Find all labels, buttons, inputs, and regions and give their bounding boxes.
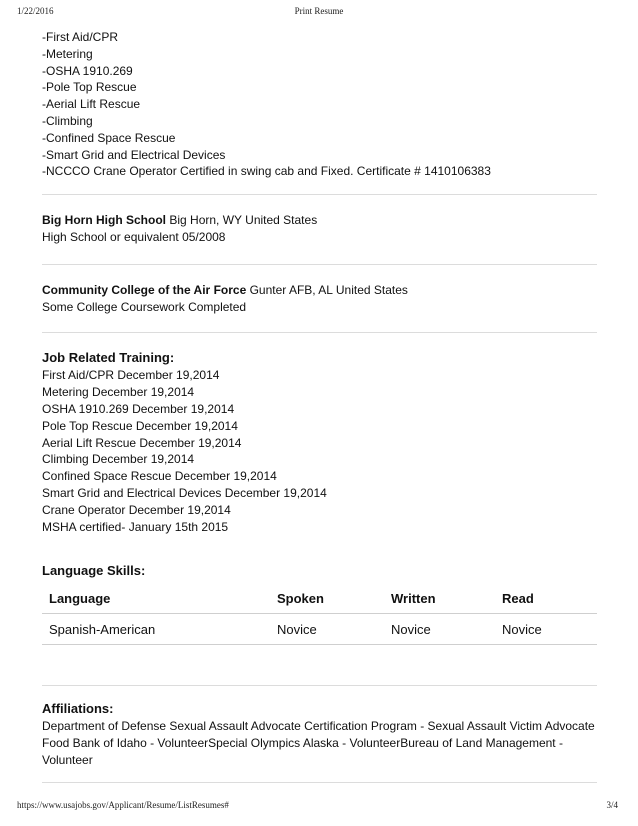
section-divider	[42, 264, 597, 265]
column-header-language: Language	[42, 583, 270, 614]
read-cell: Novice	[495, 614, 597, 645]
certification-item: -Aerial Lift Rescue	[42, 97, 141, 112]
training-item: Confined Space Rescue December 19,2014	[42, 469, 277, 484]
print-header	[0, 6, 638, 20]
certification-item: -NCCCO Crane Operator Certified in swing cab and Fixed. Certificate # 1410106383	[42, 164, 491, 179]
language-table	[42, 583, 597, 645]
certification-item: -Smart Grid and Electrical Devices	[42, 147, 226, 162]
page-number: 3/4	[606, 800, 618, 810]
certifications-list	[42, 29, 597, 180]
language-table-header	[42, 583, 597, 614]
certification-item: -First Aid/CPR	[42, 30, 119, 44]
language-section	[42, 562, 597, 645]
school-name: Community College of the Air Force	[42, 282, 247, 297]
column-header-spoken: Spoken	[270, 583, 384, 614]
training-item: Climbing December 19,2014	[42, 452, 195, 467]
training-item: First Aid/CPR December 19,2014	[42, 368, 220, 383]
section-divider	[42, 782, 597, 783]
training-section	[42, 349, 597, 535]
training-heading: Job Related Training:	[42, 350, 175, 366]
section-divider	[42, 194, 597, 195]
training-item: Pole Top Rescue December 19,2014	[42, 418, 238, 433]
language-cell: Spanish-American	[42, 614, 270, 645]
education-entry	[42, 282, 597, 316]
training-item: Aerial Lift Rescue December 19,2014	[42, 435, 242, 450]
print-date: 1/22/2016	[17, 6, 54, 16]
training-item: OSHA 1910.269 December 19,2014	[42, 401, 235, 416]
school-name: Big Horn High School	[42, 213, 166, 228]
affiliations-section	[42, 700, 597, 769]
written-cell: Novice	[384, 614, 495, 645]
column-header-written: Written	[384, 583, 495, 614]
education-detail: Some College Coursework Completed	[42, 299, 247, 314]
certification-item: -OSHA 1910.269	[42, 63, 133, 78]
print-url: https://www.usajobs.gov/Applicant/Resume/ListResumes#	[17, 800, 229, 810]
school-location: Gunter AFB, AL United States	[249, 282, 408, 297]
training-item: Crane Operator December 19,2014	[42, 502, 231, 517]
language-heading: Language Skills:	[42, 563, 146, 579]
section-divider	[42, 332, 597, 333]
certification-item: -Metering	[42, 46, 93, 61]
spoken-cell: Novice	[270, 614, 384, 645]
training-item: Smart Grid and Electrical Devices December 19,2014	[42, 485, 327, 500]
column-header-read: Read	[495, 583, 597, 614]
affiliations-text: Department of Defense Sexual Assault Advocate Certification Program - Sexual Assault Victim Advocate Food Bank of Idaho - VolunteerSpecial Olympics Alaska - VolunteerBureau of Land Management - Volunteer	[42, 719, 595, 768]
training-item: MSHA certified- January 15th 2015	[42, 519, 229, 534]
table-row	[42, 614, 597, 645]
certification-item: -Climbing	[42, 113, 93, 128]
section-divider	[42, 685, 597, 686]
education-entry	[42, 212, 597, 246]
training-item: Metering December 19,2014	[42, 385, 195, 400]
certification-item: -Pole Top Rescue	[42, 80, 137, 95]
print-footer	[0, 800, 638, 814]
education-detail: High School or equivalent 05/2008	[42, 229, 226, 244]
certification-item: -Confined Space Rescue	[42, 130, 176, 145]
affiliations-heading: Affiliations:	[42, 701, 114, 717]
print-title: Print Resume	[294, 6, 344, 16]
resume-page-content	[42, 29, 597, 783]
school-location: Big Horn, WY United States	[169, 213, 318, 228]
